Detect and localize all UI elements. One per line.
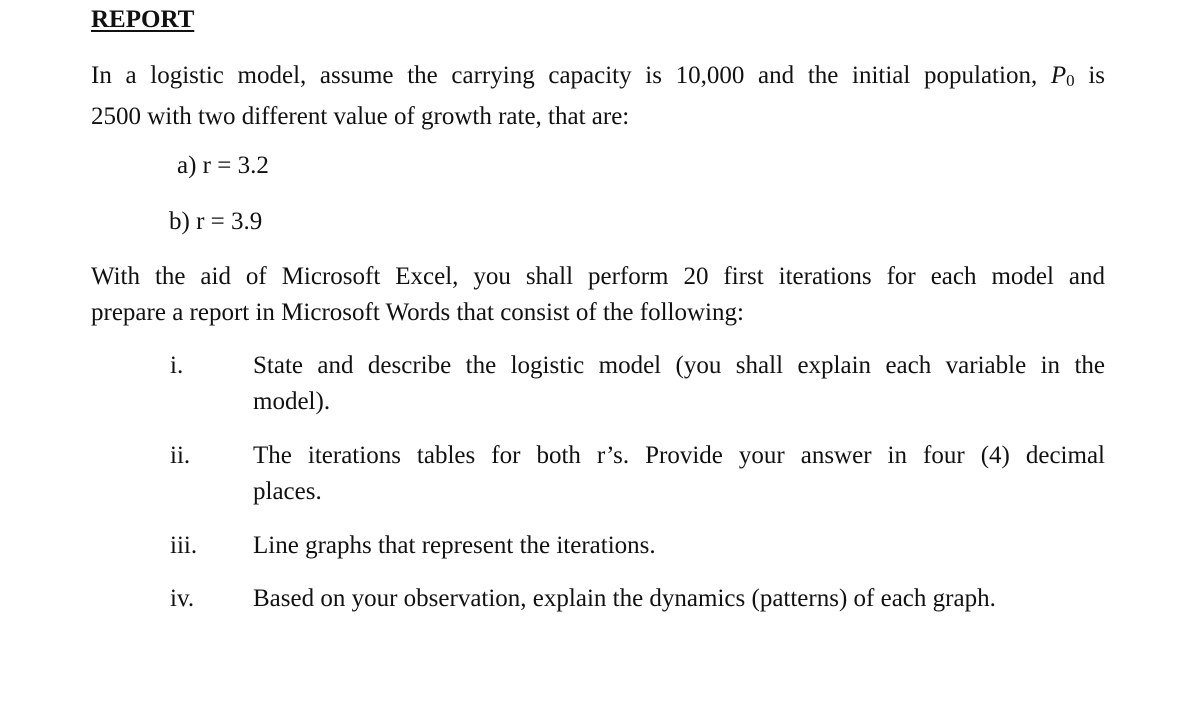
- list-item-iv: [253, 581, 1105, 617]
- item-numeral-i: i.: [170, 352, 184, 379]
- item-numeral-iii: iii.: [170, 532, 198, 559]
- growth-rate-option-b: b) r = 3.9: [169, 208, 263, 235]
- growth-rate-option-a: a) r = 3.2: [177, 152, 269, 179]
- list-item-ii: [253, 438, 1105, 510]
- instruction-line-2: prepare a report in Microsoft Words that consist of the following:: [91, 299, 744, 326]
- initial-population-symbol: P: [1050, 62, 1067, 89]
- initial-population-subscript: 0: [1066, 71, 1075, 90]
- list-item-iii-line-1: Line graphs that represent the iterations.: [253, 532, 656, 559]
- list-item-i-line-1: State and describe the logistic model (you shall explain each variable in the: [253, 352, 1105, 379]
- intro-paragraph: [91, 58, 1105, 135]
- list-item-iv-line-1: Based on your observation, explain the dynamics (patterns) of each graph.: [253, 585, 996, 612]
- intro-line-1: In a logistic model, assume the carrying capacity is 10,000 and the initial population, P0 is: [91, 62, 1105, 90]
- list-item-iii: [253, 528, 1105, 564]
- list-item-i: [253, 348, 1105, 420]
- report-title: REPORT: [91, 6, 195, 33]
- intro-line-2: 2500 with two different value of growth rate, that are:: [91, 103, 630, 130]
- list-item-i-line-2: model).: [253, 388, 331, 415]
- instruction-line-1: With the aid of Microsoft Excel, you shall perform 20 first iterations for each model and: [91, 263, 1105, 290]
- instruction-paragraph: [91, 259, 1105, 331]
- item-numeral-ii: ii.: [170, 442, 191, 469]
- item-numeral-iv: iv.: [170, 585, 195, 612]
- list-item-ii-line-1: The iterations tables for both r’s. Provide your answer in four (4) decimal: [253, 442, 1105, 469]
- list-item-ii-line-2: places.: [253, 478, 322, 505]
